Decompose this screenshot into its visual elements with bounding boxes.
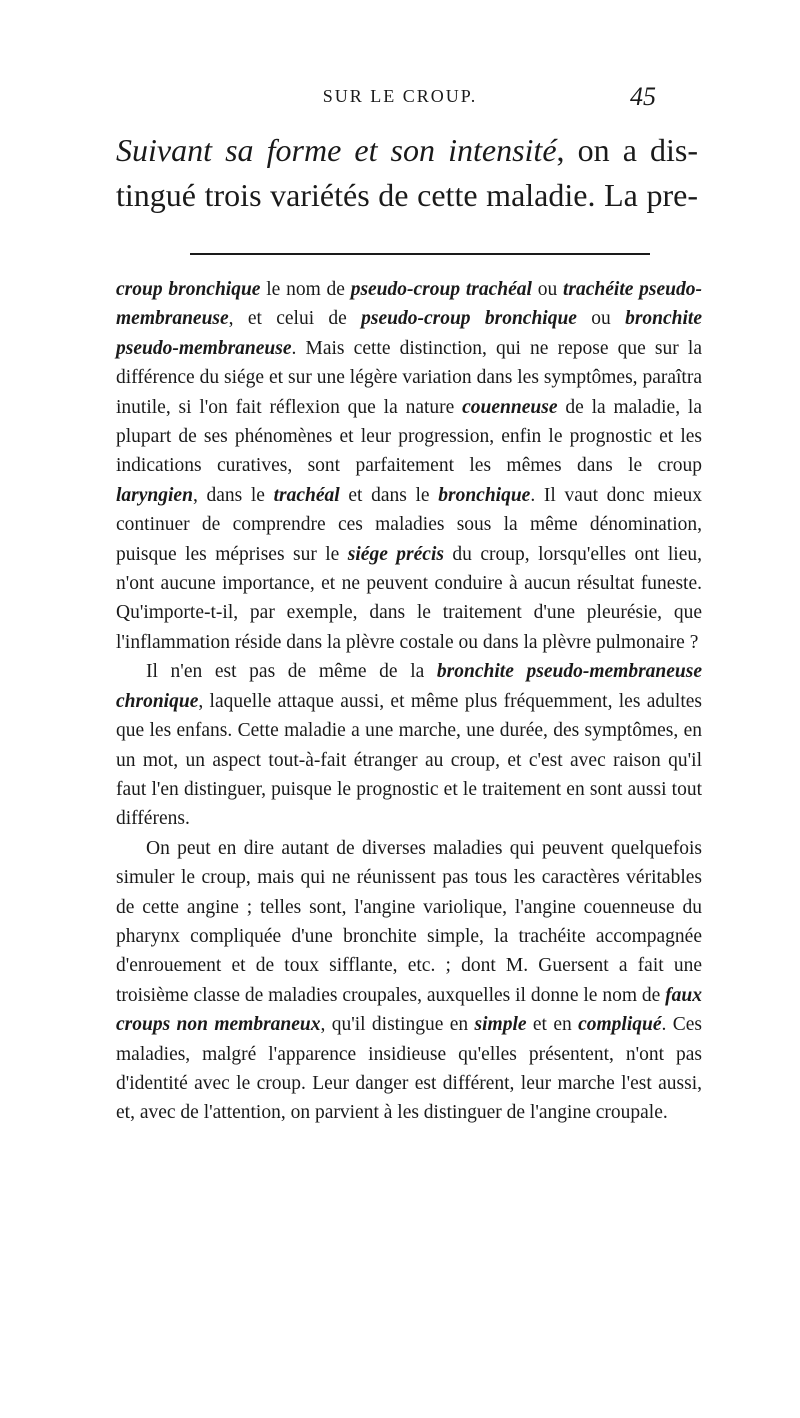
text-run: , et celui de: [228, 308, 362, 330]
lead-text: [116, 128, 698, 218]
text-run: le nom de: [260, 279, 351, 300]
italic-term: faux croups non membraneux: [116, 984, 702, 1036]
paragraph-1: [116, 275, 702, 657]
text-run: ou: [576, 308, 626, 330]
lead-line-1-rest: , on a dis-: [556, 132, 699, 168]
paragraph-2: [116, 657, 702, 833]
text-run: On peut en dire autant de diverses maladies qui peuvent quelquefois simuler le croup, mais qui ne réunissent pas tous les caractères véritables de cette angine ; telles sont, l'angine variolique, l'angine couenneuse du pharynx compliquée d'une bronchite simple, la trachéite accompagnée d'enrouement et de toux sifflante, etc. ; dont M. Guersent a fait une troisième classe de maladies croupales, auxquelles il donne le nom de: [116, 837, 702, 1006]
italic-term: couenneuse: [462, 396, 558, 418]
italic-term: pseudo-croup trachéal: [350, 279, 532, 300]
text-run: . Mais cette distinction, qui ne repose que sur la différence du siége et sur une légère variation dans les symptômes, paraîtra inutile, si l'on fait réflexion que la nature: [116, 337, 702, 418]
lead-line-2: tingué trois variétés de cette maladie. La pre-: [116, 177, 698, 213]
italic-term: trachéite pseudo-membraneuse: [116, 279, 703, 330]
running-header: [140, 82, 660, 111]
running-title: SUR LE CROUP.: [322, 86, 478, 106]
section-rule: [190, 253, 650, 255]
paragraph-3: [116, 834, 702, 1128]
page-number: 45: [630, 82, 656, 111]
italic-term: compliqué: [578, 1014, 662, 1036]
italic-term: siége précis: [347, 543, 444, 565]
text-run: ou: [531, 279, 564, 300]
text-run: . Il vaut donc mieux continuer de comprendre ces maladies sous la même dénomination, puisque les méprises sur le: [116, 484, 702, 565]
text-run: Il n'en est pas de même de la: [146, 661, 437, 683]
lead-line-1: [116, 128, 698, 173]
text-run: et en: [526, 1014, 579, 1036]
italic-term: simple: [474, 1014, 527, 1036]
italic-term: laryngien: [116, 484, 193, 506]
text-run: , dans le: [192, 484, 274, 506]
text-run: de la maladie, la plupart de ses phénomènes et leur progression, enfin le prognostic et les indications curatives, sont parfaitement les mêmes dans le croup: [116, 396, 702, 477]
lead-italic: Suivant sa forme et son intensité: [116, 132, 557, 168]
text-run: . Ces maladies, malgré l'apparence insidieuse qu'elles présentent, n'ont pas d'identité avec le croup. Leur danger est différent, leur marche l'est aussi, et, avec de l'attention, on parvient à les distinguer de l'angine croupale.: [116, 1014, 702, 1124]
text-run: du croup, lorsqu'elles ont lieu, n'ont aucune importance, et ne peuvent conduire à aucun résultat funeste. Qu'importe-t-il, par exemple, dans le traitement d'une pleurésie, que l'inflammation réside dans la plèvre costale ou dans la plèvre pulmonaire ?: [116, 543, 702, 653]
text-run: , laquelle attaque aussi, et même plus fréquemment, les adultes que les enfans. Cette maladie a une marche, une durée, des symptômes, en un mot, un aspect tout-à-fait étranger au croup, et c'est avec raison qu'il faut l'en distinguer, puisque le prognostic et le traitement en sont aussi tout différens.: [116, 690, 702, 830]
italic-term: pseudo-croup bronchique: [361, 308, 577, 330]
text-run: , qu'il distingue en: [320, 1014, 475, 1036]
italic-term: trachéal: [273, 484, 340, 506]
body-text: [116, 275, 702, 1128]
italic-term: bronchique: [438, 484, 531, 506]
italic-term: croup bronchique: [116, 279, 261, 300]
text-run: et dans le: [339, 484, 439, 506]
italic-term: bronchite pseudo-membraneuse: [116, 308, 703, 359]
italic-term: bronchite pseudo-membraneuse chronique: [116, 661, 702, 712]
